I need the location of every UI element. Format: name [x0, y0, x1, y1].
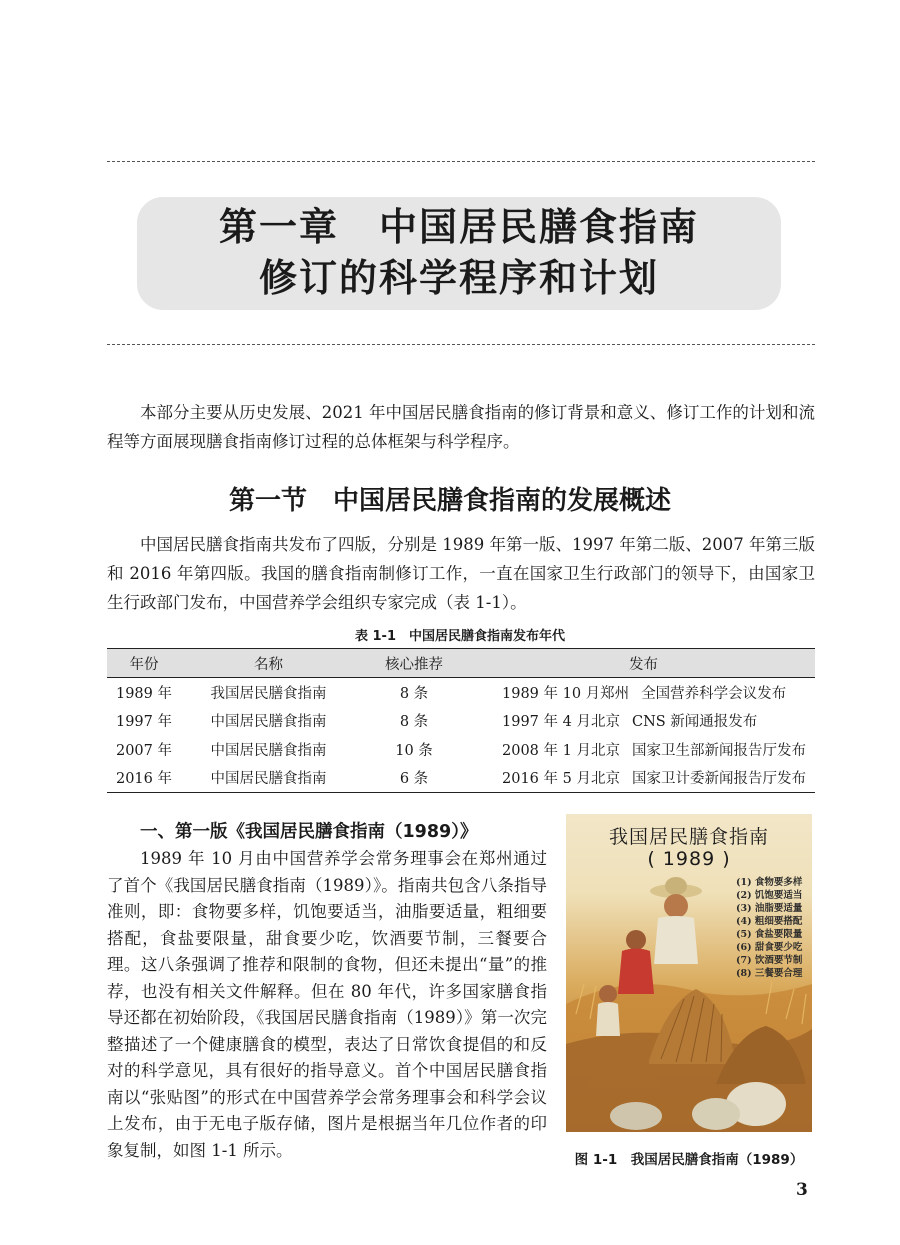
intro-paragraph: 本部分主要从历史发展、2021 年中国居民膳食指南的修订背景和意义、修订工作的计划和流程等方面展现膳食指南修订过程的总体框架与科学程序。 [107, 403, 815, 451]
table-row [107, 707, 815, 736]
cell-publish: 2008 年 1 月北京 国家卫生部新闻报告厅发布 [502, 742, 806, 759]
header-name: 名称 [181, 649, 356, 678]
cell-publish: 2016 年 5 月北京 国家卫计委新闻报告厅发布 [472, 764, 815, 793]
figure-caption: 图 1-1 我国居民膳食指南（1989） [574, 1152, 804, 1168]
publication-table [107, 648, 815, 793]
cell-core: 10 条 [395, 742, 433, 759]
poster-title-line1: 我国居民膳食指南 [608, 826, 769, 848]
table-header-row [107, 649, 815, 678]
table-row [107, 764, 815, 793]
cell-name: 我国居民膳食指南 [210, 685, 327, 702]
poster-title-line2: ( 1989 ) [647, 848, 731, 870]
header-publish: 发布 [472, 649, 815, 678]
cell-name: 中国居民膳食指南 [181, 764, 356, 793]
page-number: 3 [796, 1180, 808, 1200]
cell-publish: 1997 年 4 月北京 CNS 新闻通报发布 [502, 714, 758, 731]
poster-guideline-list: (1) 食物要多样 (2) 饥饱要适当 (3) 油脂要适量 (4) 粗细要搭配 (5) 食盐要限量 (6) 甜食要少吃 (7) 饮酒要节制 (8) 三餐要合理 [736, 877, 803, 979]
cell-core: 6 条 [356, 764, 472, 793]
header-core: 核心推荐 [356, 649, 472, 678]
cell-publish: 1989 年 10 月郑州 全国营养科学会议发布 [502, 685, 787, 702]
section-paragraph: 中国居民膳食指南共发布了四版，分别是 1989 年第一版、1997 年第二版、2007 年第三版和 2016 年第四版。我国的膳食指南制修订工作，一直在国家卫生行政部门的领导下，由国家卫生行政部门发布，中国营养学会组织专家完成（表 1-1）。 [107, 535, 816, 612]
cell-year: 2016 年 [107, 764, 181, 793]
bottom-dashed-rule [107, 344, 815, 345]
table-caption: 表 1-1 中国居民膳食指南发布年代 [354, 629, 565, 644]
chapter-title-line1: 第一章 中国居民膳食指南 [218, 204, 699, 249]
cell-name: 中国居民膳食指南 [210, 742, 327, 759]
subsection-title: 一、第一版《我国居民膳食指南（1989）》 [140, 822, 478, 842]
chapter-title-line2: 修订的科学程序和计划 [258, 255, 659, 300]
cell-year: 1989 年 [115, 685, 172, 702]
section-title: 第一节 中国居民膳食指南的发展概述 [228, 486, 671, 516]
cell-core: 8 条 [399, 685, 429, 702]
top-dashed-rule [107, 161, 815, 162]
table-row [107, 678, 815, 707]
cell-core: 8 条 [399, 714, 429, 731]
chapter-title-box [137, 197, 781, 310]
cell-year: 1997 年 [115, 714, 172, 731]
cell-year: 2007 年 [115, 742, 172, 759]
table-row [107, 735, 815, 764]
cell-name: 中国居民膳食指南 [210, 714, 327, 731]
subsection-paragraph: 1989 年 10 月由中国营养学会常务理事会在郑州通过了首个《我国居民膳食指南（1989）》。指南共包含八条指导准则，即：食物要多样，饥饱要适当，油脂要适量，粗细要搭配，食盐要限量，甜食要少吃，饮酒要节制，三餐要合理。这八条强调了推荐和限制的食物，但还未提出“量”的推荐，也没有相关文件解释。但在 80 年代，许多国家膳食指导还都在初始阶段，《我国居民膳食指南（1989）》第一次完整描述了一个健康膳食的模型，表达了日常饮食提倡的和反对的科学意见，具有很好的指导意义。首个中国居民膳食指南以“张贴图”的形式在中国营养学会常务理事会和科学会议上发布，由于无电子版存储，图片是根据当年几位作者的印象复制，如图 1-1 所示。 [107, 849, 547, 1160]
guideline-poster-figure [566, 814, 812, 1132]
header-year: 年份 [107, 649, 181, 678]
